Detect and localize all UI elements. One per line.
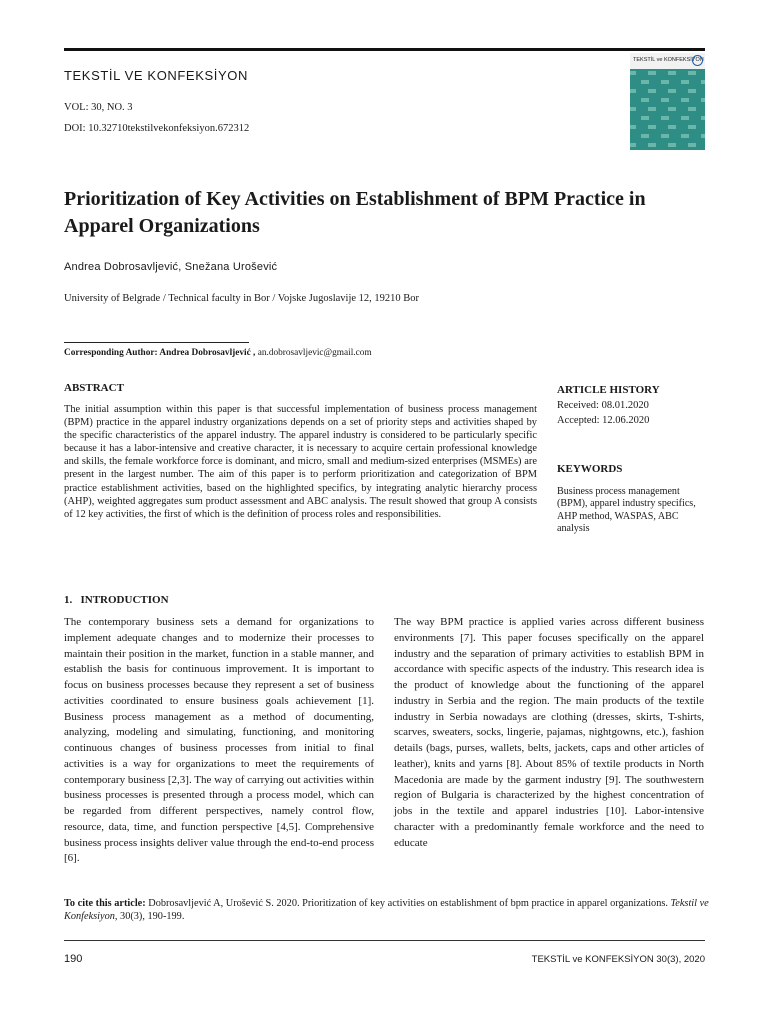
citation-details: , 30(3), 190-199.: [114, 911, 185, 923]
cover-weave-block: [681, 80, 689, 84]
cover-weave-block: [668, 125, 676, 129]
cover-weave-block: [648, 89, 656, 93]
cover-weave-block: [641, 80, 649, 84]
cover-weave-block: [641, 116, 649, 120]
cover-weave-block: [701, 98, 705, 102]
cover-header: [630, 53, 705, 69]
corresponding-label: Corresponding Author: Andrea Dobrosavljević ,: [64, 348, 256, 358]
cover-logo-icon: [692, 55, 703, 66]
cover-weave-block: [630, 125, 636, 129]
affiliation: University of Belgrade / Technical faculty in Bor / Vojske Jugoslavije 12, 19210 Bor: [64, 293, 420, 304]
cover-weave-block: [630, 143, 636, 147]
cover-weave-block: [688, 125, 696, 129]
cover-weave-block: [630, 71, 636, 75]
citation-label: To cite this article:: [64, 898, 146, 909]
article-title: Prioritization of Key Activities on Establishment of BPM Practice in Apparel Organizations: [64, 188, 646, 237]
cover-weave-block: [648, 143, 656, 147]
corresponding-email[interactable]: an.dobrosavljevic@gmail.com: [257, 348, 372, 358]
abstract-heading: ABSTRACT: [64, 382, 124, 394]
introduction-right-column: The way BPM practice is applied varies across different business environments [7]. This paper focuses specifically on the apparel industry and the separation of primary activities to establish BPM in accordance with specific aspects of the industry. This research idea is the product of knowledge about the functioning of the apparel industry in Serbia and the region. The main products of the textile industry in Serbia nowadays are clothing (dresses, skirts, T-shirts, scarves, sweaters, socks, lingerie, pajamas, nightgowns, etc.), fashion details (bags, purses, wallets, belts, jackets, caps and other articles of leather), knits and yarns [8]. About 85% of textile products in North Macedonia are made by the garment industry [9]. The southwestern region of Bulgaria is characterized by the highest concentration of jobs in the textile and apparel industries [10]. Labor-intensive character with a predominantly female workforce and the need to educate: [394, 616, 704, 849]
cover-weave-block: [648, 71, 656, 75]
cover-weave-block: [668, 89, 676, 93]
journal-cover-thumbnail: [630, 53, 705, 150]
introduction-left-column: The contemporary business sets a demand for organizations to implement adequate changes and to modernize their processes to maintain their position in the market, function in a stable manner, and establish the basis for continuous improvement. It is important to focus on business processes because they represent a set of business activities coordinated to ensure business goals achievement [1]. Business process management as a method of documenting, analyzing, modeling and simulating, functioning, and monitoring continuous changes of business processes from initial to final activities is a way for organizations to meet the requirements of contemporary business [2,3]. The way of carrying out activities within business processes is presented through a process model, which can be regarded from different perspectives, namely control flow, resource, data, time, and function perspective [4,5]. Comprehensive business process insights deliver value through the end-to-end process [6].: [64, 616, 374, 865]
cover-weave-block: [648, 107, 656, 111]
cover-weave-block: [681, 98, 689, 102]
doi[interactable]: DOI: 10.32710tekstilvekonfeksiyon.672312: [64, 123, 250, 134]
cover-weave-block: [681, 134, 689, 138]
cover-weave-block: [641, 98, 649, 102]
citation-block: [64, 897, 709, 923]
authors: Andrea Dobrosavljević, Snežana Urošević: [64, 261, 278, 273]
cover-weave-block: [630, 107, 636, 111]
cover-weave-block: [701, 80, 705, 84]
cover-weave-block: [661, 80, 669, 84]
cover-title: TEKSTİL ve KONFEKSİYON: [633, 57, 704, 63]
cover-weave-block: [661, 134, 669, 138]
keywords-heading: KEYWORDS: [557, 463, 623, 475]
footer-journal-issue: TEKSTİL ve KONFEKSİYON 30(3), 2020: [531, 954, 705, 965]
cover-weave-block: [701, 134, 705, 138]
cover-weave-block: [661, 116, 669, 120]
cover-weave-block: [630, 89, 636, 93]
citation-text: Dobrosavljević A, Urošević S. 2020. Prioritization of key activities on establishment of bpm practice in apparel organizations.: [145, 898, 671, 909]
introduction-heading: 1. INTRODUCTION: [64, 594, 169, 606]
cover-weave-block: [641, 134, 649, 138]
volume-number: VOL: 30, NO. 3: [64, 102, 133, 113]
cover-weave-block: [668, 143, 676, 147]
journal-name: TEKSTİL VE KONFEKSİYON: [64, 68, 248, 83]
abstract-text: The initial assumption within this paper is that successful implementation of business process management (BPM) practice in the apparel industry organizations depends on a set of priority steps and activities shaped by the specific characteristics of the apparel industry. The apparel industry is considered to be particularly specific because it has a labor-intensive and creative character, it is necessary to acquire certain professional knowledge and skills, the female workforce force is dominant, and micro, small and medium-sized enterprises (MSMEs) are present in the largest number. The aim of this paper is to perform prioritization and categorization of BPM practice establishment activities, based on the highlighted specifics, by integrating analytic hierarchy process (AHP), weighted aggregates sum product assessment and ABC analysis. The result showed that group A consists of 12 key activities, the first of which is the definition of process roles and responsibilities.: [64, 404, 537, 520]
cover-weave-block: [681, 116, 689, 120]
cover-weave-block: [688, 71, 696, 75]
citation-journal: Tekstil ve Konfeksiyon: [64, 898, 709, 923]
article-history-heading: ARTICLE HISTORY: [557, 384, 660, 396]
cover-weave-block: [668, 71, 676, 75]
cover-weave-block: [688, 89, 696, 93]
corresponding-rule: [64, 342, 249, 343]
footer-rule: [64, 940, 705, 941]
cover-weave-block: [688, 143, 696, 147]
cover-woven-pattern: [630, 69, 705, 150]
cover-weave-block: [661, 98, 669, 102]
page-number: 190: [64, 953, 83, 965]
cover-weave-block: [701, 116, 705, 120]
cover-weave-block: [688, 107, 696, 111]
cover-weave-block: [648, 125, 656, 129]
top-rule: [64, 48, 705, 51]
cover-weave-block: [668, 107, 676, 111]
accepted-date: Accepted: 12.06.2020: [557, 415, 650, 426]
keywords-list: Business process management (BPM), apparel industry specifics, AHP method, WASPAS, ABC analysis: [557, 486, 696, 534]
received-date: Received: 08.01.2020: [557, 400, 649, 411]
corresponding-author: [64, 348, 372, 358]
